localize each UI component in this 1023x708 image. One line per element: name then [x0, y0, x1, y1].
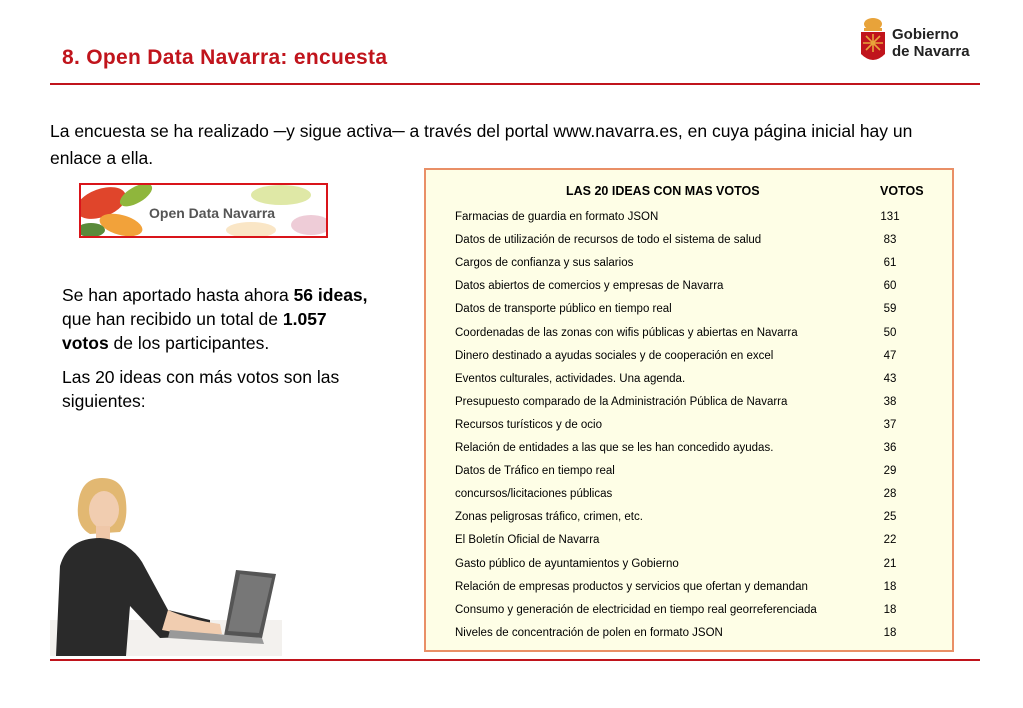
table-row — [455, 581, 940, 604]
table-row — [455, 211, 940, 234]
logo-text: Gobierno de Navarra — [892, 26, 970, 60]
idea-name: El Boletín Oficial de Navarra — [455, 534, 600, 547]
navarra-shield-icon — [858, 16, 888, 66]
page-title: 8. Open Data Navarra: encuesta — [62, 46, 388, 69]
table-row — [455, 350, 940, 373]
idea-name: Coordenadas de las zonas con wifis públicas y abiertas en Navarra — [455, 326, 798, 339]
idea-votes: 18 — [883, 603, 897, 616]
idea-name: Datos de utilización de recursos de todo el sistema de salud — [455, 234, 762, 247]
idea-votes: 21 — [883, 557, 897, 570]
table-header-votes: VOTOS — [880, 184, 924, 198]
table-row — [455, 327, 940, 350]
idea-votes: 43 — [883, 372, 897, 385]
top-ideas-table — [424, 168, 954, 652]
idea-name: concursos/licitaciones públicas — [455, 488, 613, 501]
idea-votes: 18 — [883, 626, 897, 639]
idea-votes: 60 — [883, 280, 897, 293]
idea-votes: 36 — [883, 442, 897, 454]
idea-name: Dinero destinado a ayudas sociales y de cooperación en excel — [455, 349, 774, 362]
ideas-summary: Se han aportado hasta ahora 56 ideas, que han recibido un total de 1.057 votos de los participantes. — [62, 285, 368, 353]
banner-label: Open Data Navarra — [149, 205, 276, 221]
idea-votes: 59 — [883, 303, 897, 316]
table-row — [455, 627, 940, 650]
table-row — [455, 511, 940, 534]
idea-votes: 18 — [883, 580, 897, 593]
footer-divider — [50, 659, 980, 661]
table-header-ideas: LAS 20 IDEAS CON MAS VOTOS — [566, 184, 760, 198]
idea-name: Consumo y generación de electricidad en tiempo real georreferenciada — [455, 603, 817, 616]
table-row — [455, 234, 940, 257]
open-data-banner[interactable] — [79, 183, 328, 238]
list-intro: Las 20 ideas con más votos son las siguientes: — [62, 367, 340, 411]
table-row — [455, 488, 940, 511]
woman-laptop-photo — [50, 470, 282, 656]
idea-votes: 22 — [883, 534, 897, 547]
idea-name: Eventos culturales, actividades. Una agenda. — [455, 372, 686, 385]
idea-votes: 131 — [880, 211, 900, 223]
idea-votes: 38 — [883, 395, 897, 408]
table-row — [455, 257, 940, 280]
idea-name: Zonas peligrosas tráfico, crimen, etc. — [455, 511, 643, 524]
idea-name: Relación de empresas productos y servicios que ofertan y demandan — [455, 580, 808, 593]
table-row — [455, 280, 940, 303]
idea-name: Datos de Tráfico en tiempo real — [455, 465, 615, 478]
gobierno-navarra-logo — [858, 16, 982, 70]
idea-name: Datos abiertos de comercios y empresas de Navarra — [455, 280, 724, 293]
header-divider — [50, 83, 980, 85]
idea-votes: 28 — [883, 488, 897, 501]
table-row — [455, 442, 940, 465]
idea-name: Datos de transporte público en tiempo real — [455, 303, 672, 316]
table-row — [455, 558, 940, 581]
idea-name: Cargos de confianza y sus salarios — [455, 257, 634, 270]
idea-votes: 61 — [883, 257, 897, 270]
idea-votes: 47 — [883, 349, 897, 362]
table-row — [455, 419, 940, 442]
idea-name: Presupuesto comparado de la Administración Pública de Navarra — [455, 395, 788, 408]
table-row — [455, 303, 940, 326]
side-text — [62, 283, 377, 423]
table-row — [455, 396, 940, 419]
table-row — [455, 465, 940, 488]
table-row — [455, 534, 940, 557]
idea-votes: 50 — [883, 326, 897, 339]
idea-votes: 37 — [883, 418, 897, 431]
intro-paragraph: La encuesta se ha realizado ─y sigue activa─ a través del portal www.navarra.es, en cuya página inicial hay un enlace a ella. — [50, 121, 913, 168]
idea-name: Niveles de concentración de polen en formato JSON — [455, 626, 723, 639]
table-row — [455, 604, 940, 627]
idea-name: Gasto público de ayuntamientos y Gobierno — [455, 557, 679, 570]
idea-name: Farmacias de guardia en formato JSON — [455, 211, 659, 223]
idea-votes: 83 — [883, 234, 897, 247]
idea-name: Relación de entidades a las que se les han concedido ayudas. — [455, 442, 774, 454]
idea-votes: 25 — [883, 511, 897, 524]
idea-name: Recursos turísticos y de ocio — [455, 418, 603, 431]
idea-votes: 29 — [883, 465, 897, 478]
table-row — [455, 373, 940, 396]
